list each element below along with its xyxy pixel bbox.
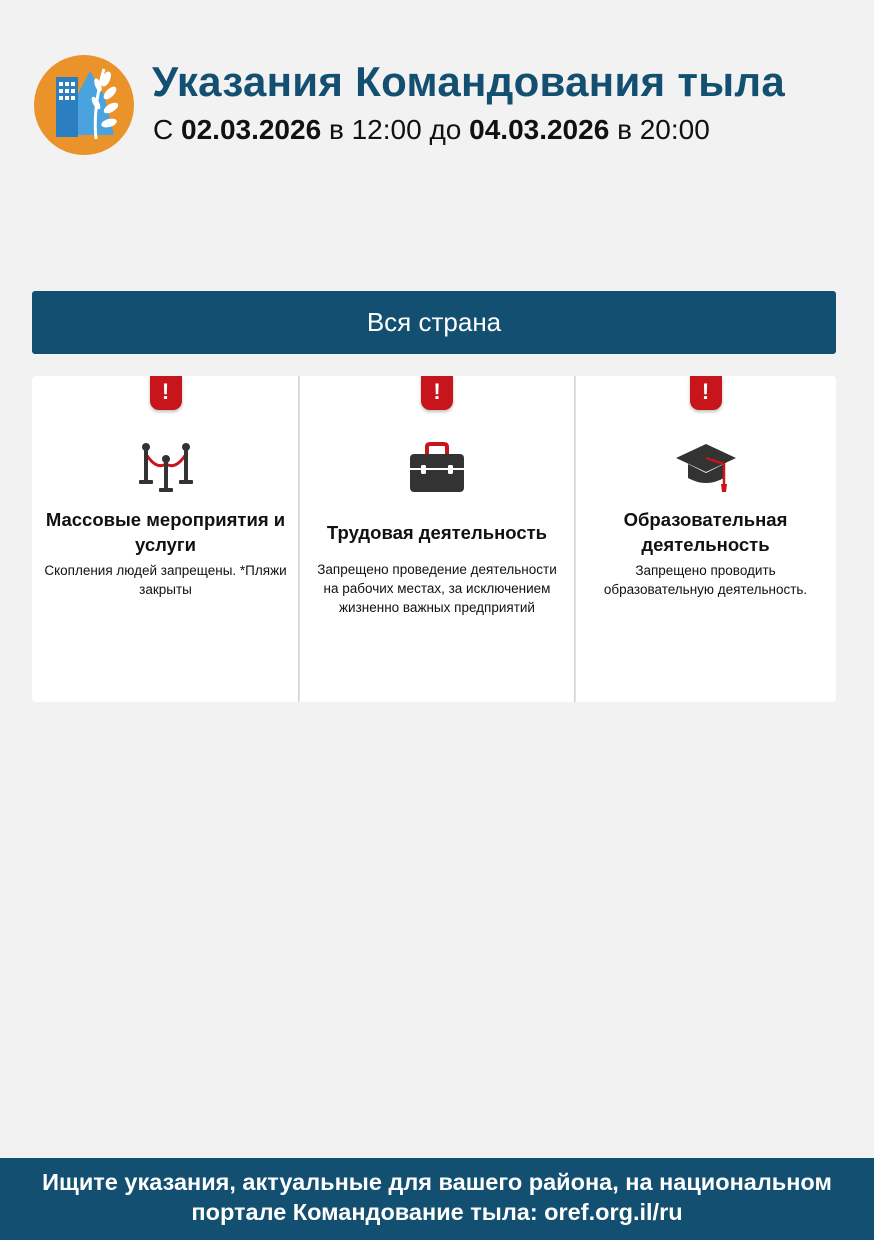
graduation-cap-icon (674, 440, 738, 500)
briefcase-icon (405, 440, 469, 500)
end-time-text: в 20:00 (617, 114, 710, 145)
home-front-command-logo-icon (34, 55, 134, 155)
card-title: Образовательная деятельность (623, 509, 788, 555)
alert-badge: ! (421, 376, 453, 410)
card-text: Запрещено проведение деятельности на рабочих местах, за исключением жизненно важных предприятий (317, 562, 557, 615)
stanchions-rope-icon (134, 440, 198, 500)
card-title: Трудовая деятельность (326, 522, 548, 543)
card-text: Запрещено проводить образовательную деятельность. (603, 563, 808, 597)
header (0, 0, 874, 170)
end-date: 04.03.2026 (469, 114, 610, 145)
start-date: 02.03.2026 (181, 114, 322, 145)
date-prefix: С (153, 114, 174, 145)
card-mass-events (32, 376, 299, 702)
card-work (300, 376, 574, 702)
validity-period (153, 114, 710, 146)
alert-badge: ! (690, 376, 722, 410)
page-title: Указания Командования тыла (152, 58, 786, 105)
card-text: Скопления людей запрещены. *Пляжи закрыты (44, 563, 287, 597)
card-title: Массовые мероприятия и услуги (45, 509, 286, 555)
region-bar: Вся страна (32, 291, 836, 354)
start-time-text: в 12:00 до (328, 114, 462, 145)
alert-badge: ! (150, 376, 182, 410)
card-education (575, 376, 836, 702)
footer-portal-notice: Ищите указания, актуальные для вашего района, на национальном портале Командование тыла: oref.org.il/ru (0, 1158, 874, 1240)
instructions-cards (32, 376, 836, 702)
